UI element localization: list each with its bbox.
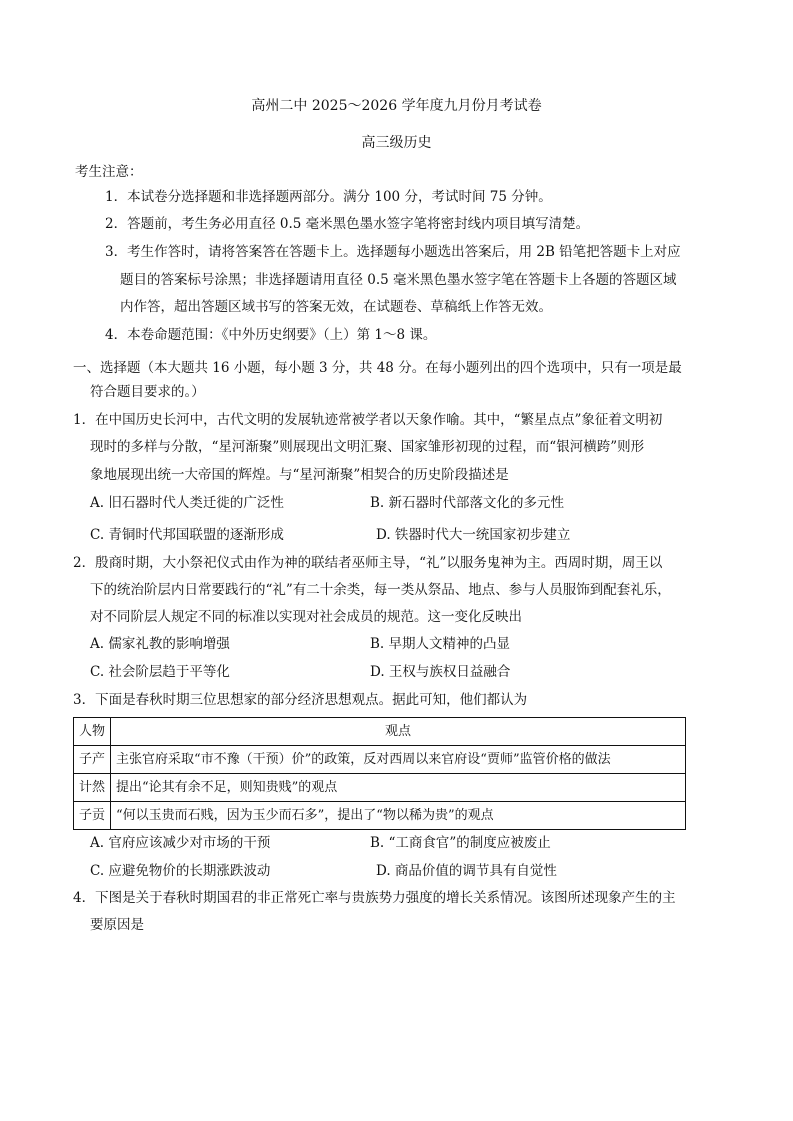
q3-stem: 3．下面是春秋时期三位思想家的部分经济思想观点。据此可知，他们都认为 [73, 692, 528, 708]
table-cell: 主张官府采取“市不豫（干预）价”的政策，反对西周以来官府设“贾师”监管价格的做法 [111, 746, 686, 774]
table-header-cell: 人物 [74, 718, 111, 746]
notice-line: 3．考生作答时，请将答案答在答题卡上。选择题每小题选出答案后，用 2B 铅笔把答题卡上对应 [105, 244, 681, 260]
notice-line: 2．答题前，考生务必用直径 0.5 毫米黑色墨水签字笔将密封线内项目填写清楚。 [105, 216, 590, 232]
q2-stem: 对不同阶层人规定不同的标准以实现对社会成员的规范。这一变化反映出 [90, 609, 522, 625]
q2-stem: 下的统治阶层内日常要践行的“礼”有二十余类，每一类从祭品、地点、参与人员服饰到配套礼乐， [90, 582, 671, 598]
q3-option-d: D. 商品价值的调节具有自觉性 [376, 863, 557, 879]
table-cell: 子贡 [74, 802, 111, 830]
notice-line: 1．本试卷分选择题和非选择题两部分。满分 100 分，考试时间 75 分钟。 [105, 189, 552, 205]
exam-title: 高州二中 2025～2026 学年度九月份月考试卷 [251, 98, 542, 114]
q1-option-a: A. 旧石器时代人类迁徙的广泛性 [90, 495, 284, 511]
notice-line: 4．本卷命题范围：《中外历史纲要》（上）第 1～8 课。 [105, 327, 437, 343]
q3-table [73, 717, 686, 830]
table-row [74, 746, 686, 774]
table-row [74, 802, 686, 830]
q1-stem: 现时的多样与分散，“星河渐聚”则展现出文明汇聚、国家雏形初现的过程，而“银河横跨”则形 [90, 439, 645, 455]
table-cell: 提出“论其有余不足，则知贵贱”的观点 [111, 774, 686, 802]
notice-line: 题目的答案标号涂黑；非选择题请用直径 0.5 毫米黑色墨水签字笔在答题卡上各题的答题区域 [120, 272, 677, 288]
q1-option-b: B. 新石器时代部落文化的多元性 [370, 495, 565, 511]
section-heading: 一、选择题（本大题共 16 小题，每小题 3 分，共 48 分。在每小题列出的四个选项中，只有一项是最 [73, 360, 682, 376]
q3-option-b: B. “工商食官”的制度应被废止 [370, 835, 551, 851]
notice-heading: 考生注意： [75, 164, 143, 180]
exam-subtitle: 高三级历史 [361, 135, 432, 151]
q2-option-b: B. 早期人文精神的凸显 [370, 636, 511, 652]
notice-line: 内作答，超出答题区域书写的答案无效，在试题卷、草稿纸上作答无效。 [120, 299, 552, 315]
q2-option-c: C. 社会阶层趋于平等化 [90, 664, 230, 680]
q1-stem: 象地展现出统一大帝国的辉煌。与“星河渐聚”相契合的历史阶段描述是 [90, 467, 509, 483]
table-header-row [74, 718, 686, 746]
q2-stem: 2．殷商时期，大小祭祀仪式由作为神的联结者巫师主导，“礼”以服务鬼神为主。西周时期，周王以 [73, 555, 663, 571]
table-cell: “何以玉贵而石贱，因为玉少而石多”，提出了“物以稀为贵”的观点 [111, 802, 686, 830]
q3-option-c: C. 应避免物价的长期涨跌波动 [90, 863, 271, 879]
q1-stem: 1．在中国历史长河中，古代文明的发展轨迹常被学者以天象作喻。其中，“繁星点点”象征着文明初 [73, 412, 663, 428]
q1-option-d: D. 铁器时代大一统国家初步建立 [376, 527, 571, 543]
table-cell: 子产 [74, 746, 111, 774]
table-row [74, 774, 686, 802]
q4-stem: 4．下图是关于春秋时期国君的非正常死亡率与贵族势力强度的增长关系情况。该图所述现象产生的主 [73, 890, 676, 906]
q2-option-d: D. 王权与族权日益融合 [370, 664, 511, 680]
q2-option-a: A. 儒家礼教的影响增强 [90, 636, 230, 652]
table-cell: 计然 [74, 774, 111, 802]
q1-option-c: C. 青铜时代邦国联盟的逐渐形成 [90, 527, 284, 543]
q3-option-a: A. 官府应该减少对市场的干预 [90, 835, 271, 851]
section-heading-cont: 符合题目要求的。） [90, 384, 205, 400]
q4-stem: 要原因是 [90, 917, 144, 933]
table-header-cell: 观点 [111, 718, 686, 746]
